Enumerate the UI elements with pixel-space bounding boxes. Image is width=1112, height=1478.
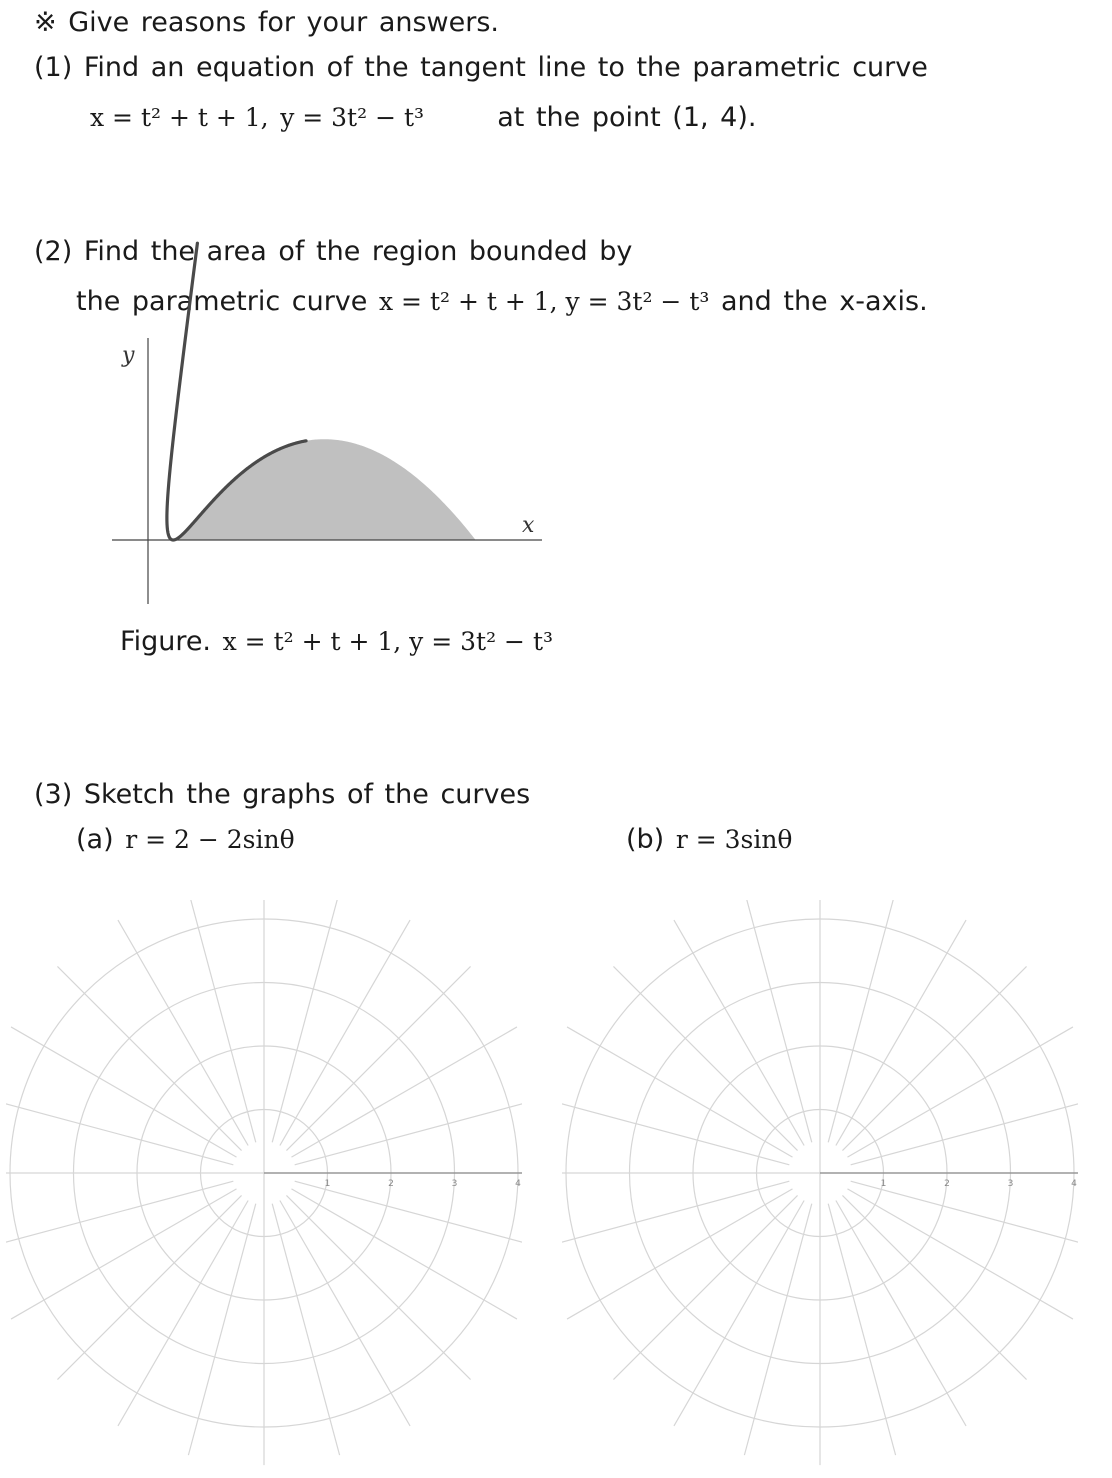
polar-spoke (286, 966, 470, 1150)
polar-spoke (291, 1027, 516, 1157)
part-a-equation: r = 2 − 2sinθ (125, 825, 295, 854)
polar-spoke (272, 1204, 339, 1455)
problem1-eq-y: y = 3t² − t³ (280, 103, 425, 132)
polar-spoke (851, 1097, 1102, 1164)
polar-spoke (674, 920, 804, 1145)
problem2-line2-end: and the x-axis. (720, 286, 928, 317)
polar-spoke (613, 966, 797, 1150)
polar-spoke (828, 1204, 895, 1455)
polar-spoke (272, 891, 339, 1142)
figure-caption-label: Figure. (120, 626, 212, 657)
polar-spoke (538, 1181, 789, 1248)
polar-ring-label: 2 (388, 1179, 394, 1189)
polar-grid-b[interactable] (528, 881, 1112, 1465)
part-a-label: (a) (76, 824, 114, 855)
polar-spoke (11, 1189, 236, 1319)
polar-spoke (295, 1097, 546, 1164)
polar-spoke (188, 891, 255, 1142)
problem1-prompt: (1) Find an equation of the tangent line to the parametric curve (34, 52, 928, 83)
figure-y-label: y (122, 343, 135, 368)
polar-ring-label: 2 (944, 1179, 950, 1189)
polar-ring-label: 3 (451, 1179, 458, 1189)
polar-spoke (847, 1189, 1072, 1319)
polar-spoke (842, 1195, 1026, 1379)
polar-ring-label: 3 (1007, 1179, 1014, 1189)
polar-spoke (280, 920, 410, 1145)
polar-spoke (567, 1027, 792, 1157)
polar-spoke (828, 891, 895, 1142)
problem3-prompt: (3) Sketch the graphs of the curves (34, 779, 531, 810)
polar-spoke (286, 1195, 470, 1379)
instructions: ※ Give reasons for your answers. (34, 7, 499, 38)
part-b-label: (b) (626, 824, 665, 855)
polar-spoke (744, 1204, 811, 1455)
polar-spoke (567, 1189, 792, 1319)
polar-spoke (842, 966, 1026, 1150)
polar-spoke (188, 1204, 255, 1455)
polar-spoke (538, 1097, 789, 1164)
polar-spoke (291, 1189, 516, 1319)
polar-spoke (744, 891, 811, 1142)
figure-x-label: x (522, 513, 535, 538)
polar-ring-label: 1 (880, 1179, 887, 1189)
problem1-point: at the point (1, 4). (497, 102, 757, 133)
polar-spoke (847, 1027, 1072, 1157)
polar-spoke (118, 920, 248, 1145)
polar-spoke (57, 966, 241, 1150)
figure-caption-eq: x = t² + t + 1, y = 3t² − t³ (222, 627, 554, 656)
polar-spoke (295, 1181, 546, 1248)
problem2-prompt: (2) Find the area of the region bounded by (34, 236, 633, 267)
polar-spoke (57, 1195, 241, 1379)
problem1-eq-x: x = t² + t + 1, (90, 103, 269, 132)
problem2-line2-start: the parametric curve (76, 286, 368, 317)
part-b-equation: r = 3sinθ (675, 825, 793, 854)
polar-ring-label: 1 (324, 1179, 331, 1189)
polar-spoke (851, 1181, 1102, 1248)
polar-spoke (836, 920, 966, 1145)
problem2-eq: x = t² + t + 1, y = 3t² − t³ (379, 287, 710, 316)
polar-spoke (836, 1200, 966, 1425)
polar-spoke (11, 1027, 236, 1157)
polar-grid-a[interactable] (0, 881, 556, 1465)
polar-spoke (674, 1200, 804, 1425)
polar-spoke (613, 1195, 797, 1379)
polar-spoke (280, 1200, 410, 1425)
polar-ring-label: 4 (1071, 1179, 1077, 1189)
polar-spoke (118, 1200, 248, 1425)
polar-ring-label: 4 (515, 1179, 521, 1189)
